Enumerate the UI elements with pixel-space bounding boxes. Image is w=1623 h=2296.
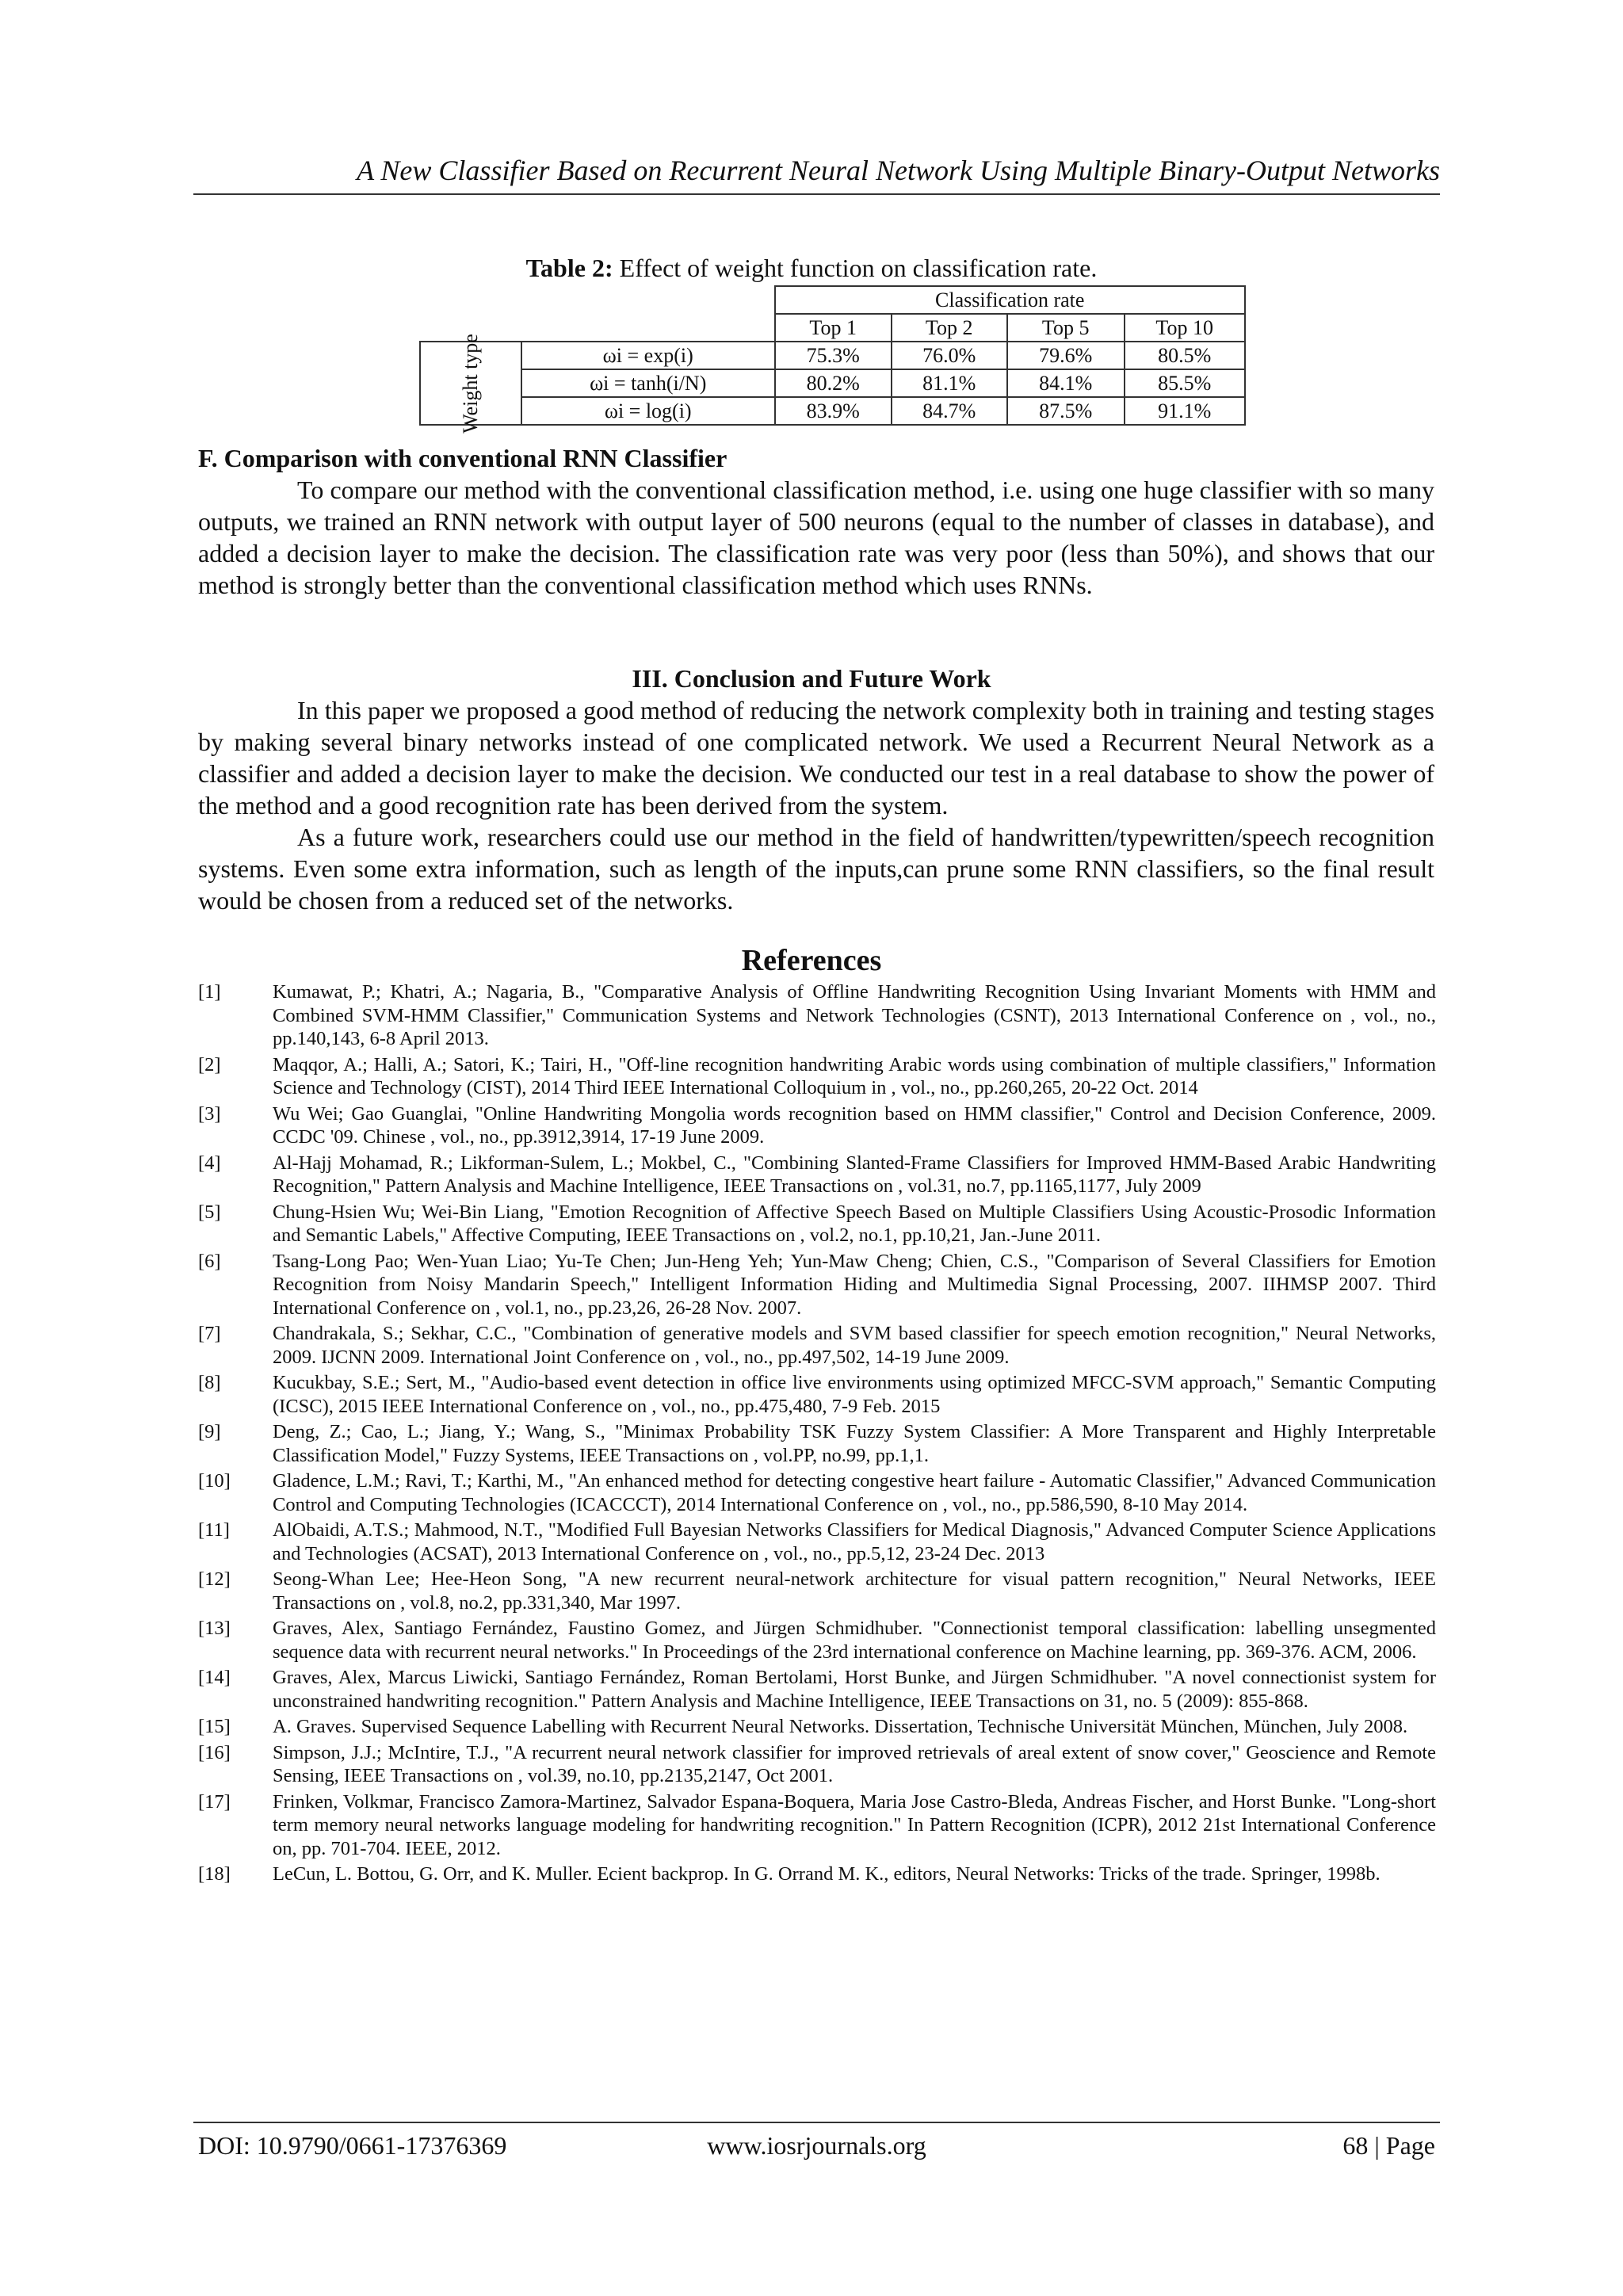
table-column-header: Top 5 [1007, 314, 1125, 342]
reference-number: [7] [198, 1323, 221, 1344]
table-row [420, 369, 1245, 397]
row-group-label: Weight type [458, 333, 482, 434]
reference-item [198, 1741, 1436, 1788]
table-cell: 75.3% [775, 342, 892, 369]
reference-item [198, 1469, 1436, 1516]
reference-text: Seong-Whan Lee; Hee-Heon Song, "A new recurrent neural-network architecture for visual pattern recognition," Neural Networks, IEEE Transactions on , vol.8, no.2, pp.331,340, Mar 1997. [273, 1568, 1436, 1614]
reference-item [198, 1617, 1436, 1664]
table-header-row [420, 286, 1245, 314]
reference-text: Kucukbay, S.E.; Sert, M., "Audio-based event detection in office live environments using optimized MFCC-SVM approach," Semantic Computing (ICSC), 2015 IEEE International Conference on , vol., no., pp.475,480, 7-9 Feb. 2015 [273, 1372, 1436, 1417]
reference-number: [1] [198, 981, 221, 1003]
reference-item [198, 1371, 1436, 1418]
reference-number: [14] [198, 1667, 231, 1688]
running-header-title: A New Classifier Based on Recurrent Neural Network Using Multiple Binary-Output Networks [357, 155, 1440, 186]
reference-text: Al-Hajj Mohamad, R.; Likforman-Sulem, L.; Mokbel, C., "Combining Slanted-Frame Classifiers for Improved HMM-Based Arabic Handwriting Recognition," Pattern Analysis and Machine Intelligence, IEEE Transactions on , vol.31, no.7, pp.1165,1177, July 2009 [273, 1152, 1436, 1197]
reference-number: [15] [198, 1716, 231, 1737]
reference-text: Simpson, J.J.; McIntire, T.J., "A recurrent neural network classifier for improved retrievals of areal extent of snow cover," Geoscience and Remote Sensing, IEEE Transactions on , vol.39, no.10, pp.2135,2147, Oct 2001. [273, 1741, 1436, 1786]
section-f-heading: F. Comparison with conventional RNN Classifier [198, 444, 727, 472]
reference-text: Graves, Alex, Marcus Liwicki, Santiago Fernández, Roman Bertolami, Horst Bunke, and Jürgen Schmidhuber. "A novel connectionist system for unconstrained handwriting recognition." Pattern Analysis and Machine Intelligence, IEEE Transactions on 31, no. 5 (2009): 855-868. [273, 1667, 1436, 1712]
reference-text: LeCun, L. Bottou, G. Orr, and K. Muller. Ecient backprop. In G. Orrand M. K., editors, Neural Networks: Tricks of the trade. Springer, 1998b. [273, 1863, 1381, 1885]
table-cell: 84.7% [892, 397, 1007, 425]
reference-number: [12] [198, 1568, 231, 1590]
reference-text: Tsang-Long Pao; Wen-Yuan Liao; Yu-Te Chen; Jun-Heng Yeh; Yun-Maw Cheng; Chien, C.S., "Comparison of Several Classifiers for Emotion Recognition from Noisy Mandarin Speech," Intelligent Information Hiding and Multimedia Signal Processing, 2007. IIHMSP 2007. Third International Conference on , vol.1, no., pp.23,26, 26-28 Nov. 2007. [273, 1250, 1436, 1319]
section-f-paragraph: To compare our method with the conventional classification method, i.e. using one huge classifier with so many outputs, we trained an RNN network with output layer of 500 neurons (equal to the number of classes in database), and added a decision layer to make the decision. The classification rate was very poor (less than 50%), and shows that our method is strongly better than the conventional classification method which uses RNNs. [198, 476, 1434, 599]
table-cell: 80.5% [1125, 342, 1245, 369]
reference-text: Kumawat, P.; Khatri, A.; Nagaria, B., "Comparative Analysis of Offline Handwriting Recognition Using Invariant Moments with HMM and Combined SVM-HMM Classifier," Communication Systems and Network Technologies (CSNT), 2013 International Conference on , vol., no., pp.140,143, 6-8 April 2013. [273, 981, 1436, 1049]
reference-text: Maqqor, A.; Halli, A.; Satori, K.; Tairi, H., "Off-line recognition handwriting Arabic words using combination of multiple classifiers," Information Science and Technology (CIST), 2014 Third IEEE International Colloquium in , vol., no., pp.260,265, 20-22 Oct. 2014 [273, 1053, 1436, 1098]
table-cell: 91.1% [1125, 397, 1245, 425]
reference-item [198, 1715, 1436, 1739]
table-cell: 81.1% [892, 369, 1007, 397]
table-column-row [420, 314, 1245, 342]
row-label: ωi = log(i) [521, 397, 775, 425]
reference-number: [8] [198, 1372, 221, 1393]
reference-item [198, 1250, 1436, 1320]
reference-item [198, 1053, 1436, 1100]
references-list [198, 980, 1436, 1889]
table-row [420, 342, 1245, 369]
table-cell: 84.1% [1007, 369, 1125, 397]
table-column-header: Top 1 [775, 314, 892, 342]
reference-item [198, 980, 1436, 1051]
reference-number: [5] [198, 1201, 221, 1223]
reference-item [198, 1666, 1436, 1713]
reference-number: [9] [198, 1421, 221, 1442]
reference-number: [2] [198, 1053, 221, 1075]
reference-number: [3] [198, 1102, 221, 1125]
table-group-header: Classification rate [775, 286, 1245, 314]
reference-text: Graves, Alex, Santiago Fernández, Faustino Gomez, and Jürgen Schmidhuber. "Connectionist temporal classification: labelling unsegmented sequence data with recurrent neural networks." In Proceedings of the 23rd international conference on Machine learning, pp. 369-376. ACM, 2006. [273, 1618, 1436, 1663]
reference-item [198, 1568, 1436, 1614]
reference-text: Deng, Z.; Cao, L.; Jiang, Y.; Wang, S., "Minimax Probability TSK Fuzzy System Classifier: A More Transparent and Highly Interpretable Classification Model," Fuzzy Systems, IEEE Transactions on , vol.PP, no.99, pp.1,1. [273, 1421, 1436, 1466]
table-caption [0, 252, 1623, 284]
footer-website: www.iosrjournals.org [707, 2131, 926, 2160]
reference-text: AlObaidi, A.T.S.; Mahmood, N.T., "Modified Full Bayesian Networks Classifiers for Medical Diagnosis," Advanced Computer Science Applications and Technologies (ACSAT), 2013 International Conference on , vol., no., pp.5,12, 23-24 Dec. 2013 [273, 1519, 1436, 1564]
conclusion-heading: III. Conclusion and Future Work [632, 664, 991, 693]
footer-page-number: 68 | Page [1342, 2131, 1435, 2160]
conclusion-paragraph-1: In this paper we proposed a good method of reducing the network complexity both in training and testing stages by making several binary networks instead of one complicated network. We used a Recurrent Neural Network as a classifier and added a decision layer to make the decision. We conducted our test in a real database to show the power of the method and a good recognition rate has been derived from the system. [198, 696, 1434, 819]
reference-item [198, 1152, 1436, 1198]
row-label: ωi = exp(i) [521, 342, 775, 369]
reference-text: Frinken, Volkmar, Francisco Zamora-Martinez, Salvador Espana-Boquera, Maria Jose Castro-Bleda, Andreas Fischer, and Horst Bunke. "Long-short term memory neural networks language modeling for handwriting recognition." In Pattern Recognition (ICPR), 2012 21st International Conference on, pp. 701-704. IEEE, 2012. [273, 1790, 1436, 1859]
row-label: ωi = tanh(i/N) [521, 369, 775, 397]
reference-item [198, 1420, 1436, 1467]
reference-number: [11] [198, 1519, 230, 1541]
reference-text: A. Graves. Supervised Sequence Labelling with Recurrent Neural Networks. Dissertation, Technische Universität München, München, July 2008. [273, 1716, 1408, 1737]
reference-text: Chung-Hsien Wu; Wei-Bin Liang, "Emotion Recognition of Affective Speech Based on Multiple Classifiers Using Acoustic-Prosodic Information and Semantic Labels," Affective Computing, IEEE Transactions on , vol.2, no.1, pp.10,21, Jan.-June 2011. [273, 1201, 1436, 1246]
table-row [420, 397, 1245, 425]
results-table [419, 285, 1246, 434]
reference-number: [17] [198, 1790, 231, 1813]
reference-number: [10] [198, 1470, 231, 1492]
reference-item [198, 1322, 1436, 1369]
table-column-header: Top 2 [892, 314, 1007, 342]
reference-item [198, 1102, 1436, 1149]
table-cell: 79.6% [1007, 342, 1125, 369]
reference-item [198, 1790, 1436, 1861]
running-header [193, 147, 1440, 195]
reference-number: [4] [198, 1152, 221, 1174]
table-cell: 80.2% [775, 369, 892, 397]
reference-item [198, 1201, 1436, 1247]
footer-doi: DOI: 10.9790/0661-17376369 [198, 2131, 507, 2160]
table-caption-label: Table 2: [525, 254, 613, 282]
reference-number: [18] [198, 1863, 231, 1885]
table-cell: 76.0% [892, 342, 1007, 369]
reference-item [198, 1519, 1436, 1565]
page-footer [193, 2122, 1440, 2171]
table-cell: 85.5% [1125, 369, 1245, 397]
conclusion-paragraph-2: As a future work, researchers could use our method in the field of handwritten/typewritten/speech recognition systems. Even some extra information, such as length of the inputs,can prune some RNN classifiers, so the final result would be chosen from a reduced set of the networks. [198, 823, 1434, 915]
row-group-label-cell [420, 333, 521, 434]
reference-number: [16] [198, 1741, 231, 1763]
table-caption-text: Effect of weight function on classification rate. [613, 254, 1098, 282]
reference-text: Gladence, L.M.; Ravi, T.; Karthi, M., "An enhanced method for detecting congestive heart failure - Automatic Classifier," Advanced Communication Control and Computing Technologies (ICACCCT), 2014 International Conference on , vol., no., pp.586,590, 8-10 May 2014. [273, 1470, 1436, 1515]
table-cell: 83.9% [775, 397, 892, 425]
reference-text: Chandrakala, S.; Sekhar, C.C., "Combination of generative models and SVM based classifier for speech emotion recognition," Neural Networks, 2009. IJCNN 2009. International Joint Conference on , vol., no., pp.497,502, 14-19 June 2009. [273, 1323, 1436, 1368]
reference-text: Wu Wei; Gao Guanglai, "Online Handwriting Mongolia words recognition based on HMM classifier," Control and Decision Conference, 2009. CCDC '09. Chinese , vol., no., pp.3912,3914, 17-19 June 2009. [273, 1102, 1436, 1148]
reference-number: [13] [198, 1618, 231, 1639]
reference-item [198, 1862, 1436, 1886]
table-cell: 87.5% [1007, 397, 1125, 425]
table-column-header: Top 10 [1125, 314, 1245, 342]
references-heading: References [741, 944, 882, 977]
reference-number: [6] [198, 1250, 221, 1272]
